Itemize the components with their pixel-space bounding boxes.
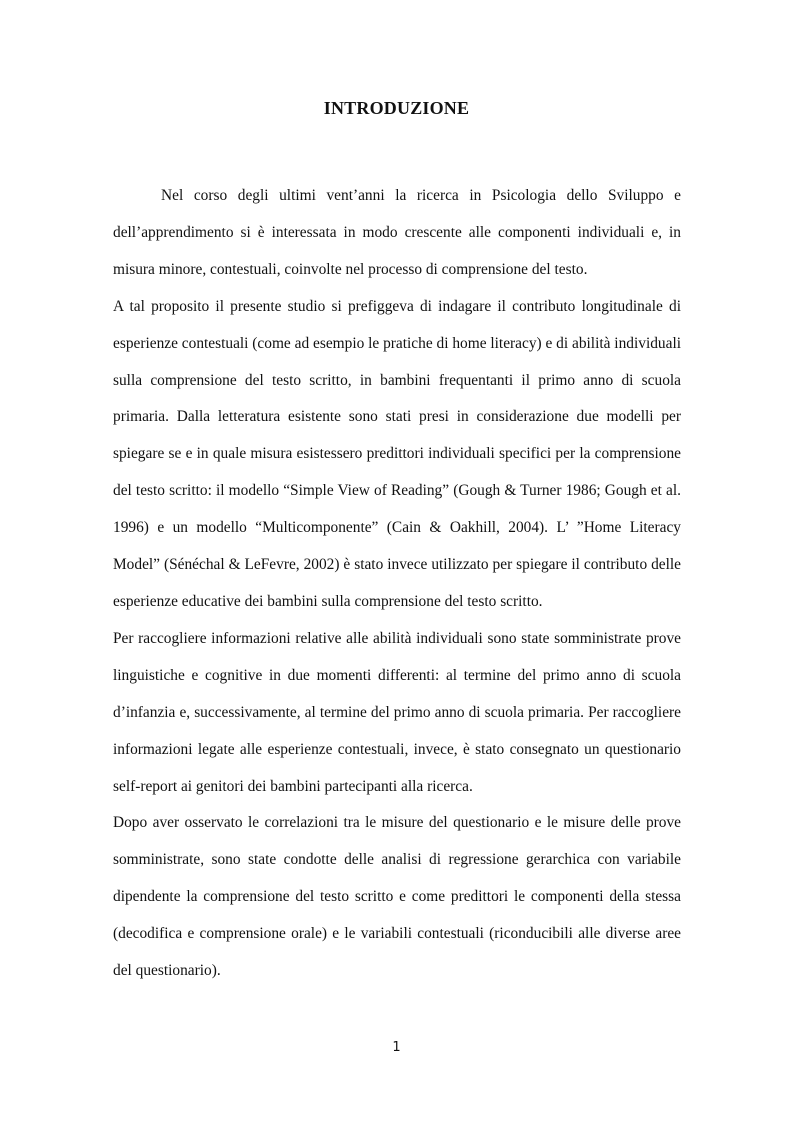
paragraph-analysis: Dopo aver osservato le correlazioni tra le misure del questionario e le misure delle prove somministrate, sono state condotte delle analisi di regressione gerarchica con variabile dipendente la comprensione del testo scritto e come predittori le componenti della stessa (decodifica e comprensione orale) e le variabili contestuali (riconducibili alle diverse aree del questionario).	[113, 814, 681, 980]
paragraph-methods: Per raccogliere informazioni relative alle abilità individuali sono state somministrate prove linguistiche e cognitive in due momenti differenti: al termine del primo anno di scuola d’infanzia e, successivamente, al termine del primo anno di scuola primaria. Per raccogliere informazioni legate alle esperienze contestuali, invece, è stato consegnato un questionario self-report ai genitori dei bambini partecipanti alla ricerca.	[113, 629, 681, 795]
page-title: INTRODUZIONE	[323, 98, 470, 118]
body-text	[113, 178, 681, 990]
paragraph-intro: Nel corso degli ultimi vent’anni la ricerca in Psicologia dello Sviluppo e dell’apprendimento si è interessata in modo crescente alle componenti individuali e, in misura minore, contestuali, coinvolte nel processo di comprensione del testo.	[113, 187, 681, 278]
page-number: 1	[392, 1040, 401, 1055]
paragraph-study-aims: A tal proposito il presente studio si prefiggeva di indagare il contributo longitudinale di esperienze contestuali (come ad esempio le pratiche di home literacy) e di abilità individuali sulla comprensione del testo scritto, in bambini frequentanti il primo anno di scuola primaria. Dalla letteratura esistente sono stati presi in considerazione due modelli per spiegare se e in quale misura esistessero predittori individuali specifici per la comprensione del testo scritto: il modello “Simple View of Reading” (Gough & Turner 1986; Gough et al. 1996) e un modello “Multicomponente” (Cain & Oakhill, 2004). L’ ”Home Literacy Model” (Sénéchal & LeFevre, 2002) è stato invece utilizzato per spiegare il contributo delle esperienze educative dei bambini sulla comprensione del testo scritto.	[113, 297, 681, 610]
